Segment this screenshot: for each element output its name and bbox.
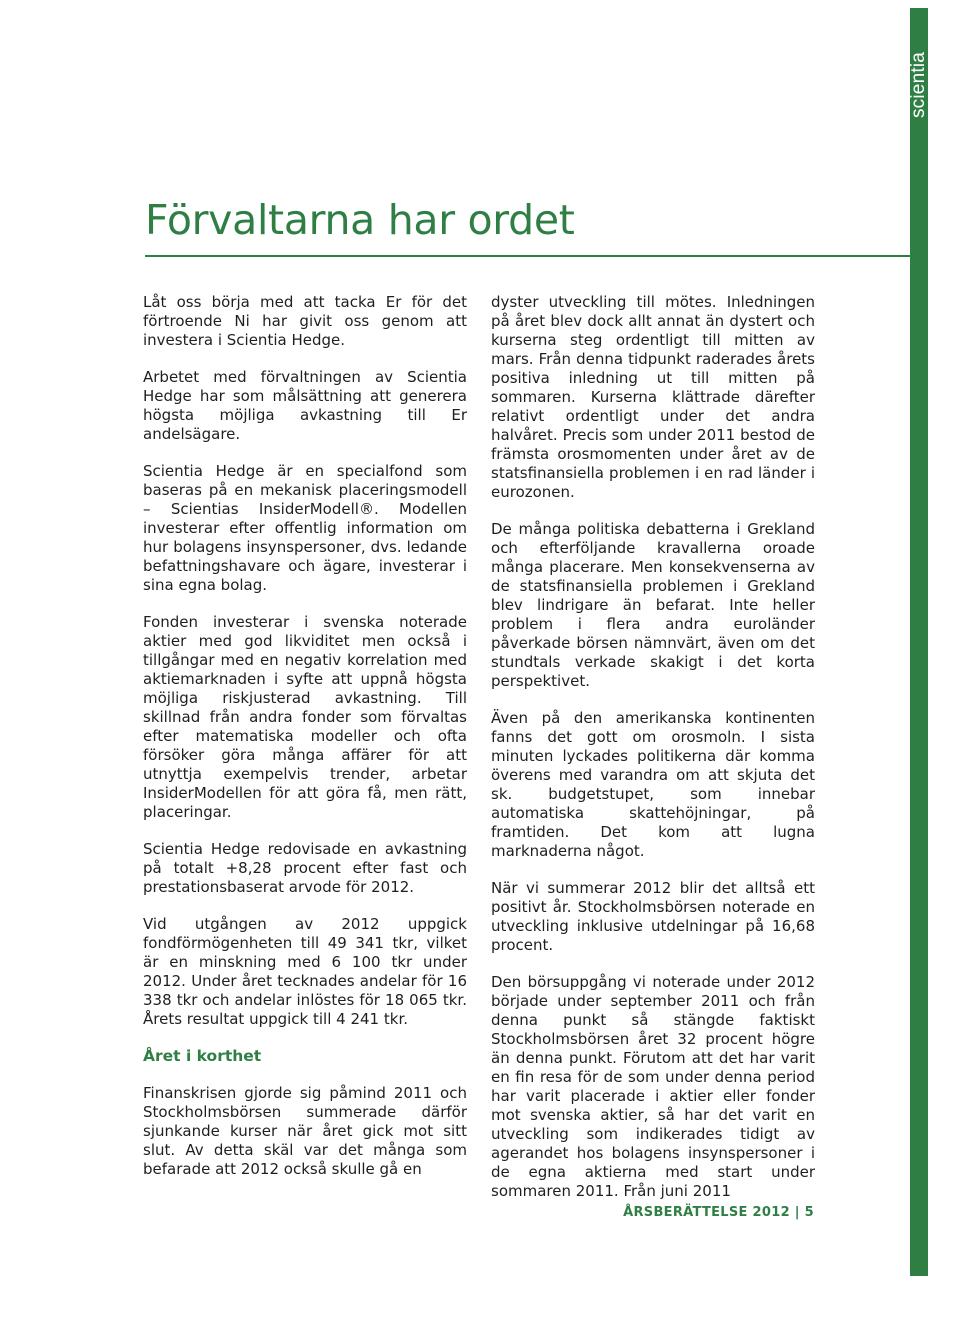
- paragraph: Låt oss börja med att tacka Er för det förtroende Ni har givit oss genom att investera i Scientia Hedge.: [143, 293, 467, 349]
- paragraph: När vi summerar 2012 blir det alltså ett positivt år. Stockholmsbörsen noterade en utveckling inklusive utdelningar på 16,68 procent.: [491, 879, 815, 954]
- page-title: Förvaltarna har ordet: [145, 196, 575, 244]
- brand-side-bar: [910, 8, 928, 1276]
- paragraph: Även på den amerikanska kontinenten fanns det gott om orosmoln. I sista minuten lyckades politikerna där komma överens med varandra om att skjuta det sk. budgetstupet, som innebar automatiska skattehöjningar, på framtiden. Det kom att lugna marknaderna något.: [491, 709, 815, 860]
- paragraph: Den börsuppgång vi noterade under 2012 började under september 2011 och från denna punkt så stängde faktiskt Stockholmsbörsen året 32 procent högre än denna punkt. Förutom att det har varit en fin resa för de som under denna period har varit placerade i aktier eller fonder mot svenska aktier, så har det varit en utveckling som indikerades tidigt av agerandet hos bolagens insynspersoner i de egna aktierna med start under sommaren 2011. Från juni 2011: [491, 973, 815, 1200]
- right-column: [491, 293, 815, 1219]
- paragraph: Vid utgången av 2012 uppgick fondförmögenheten till 49 341 tkr, vilket är en minskning med 6 100 tkr under 2012. Under året tecknades andelar för 16 338 tkr och andelar inlöstes för 18 065 tkr. Årets resultat uppgick till 4 241 tkr.: [143, 915, 467, 1028]
- paragraph: Scientia Hedge är en specialfond som baseras på en mekanisk placeringsmodell – Scientias InsiderModell®. Modellen investerar efter offentlig information om hur bolagens insynspersoner, dvs. ledande befattningshavare och ägare, investerar i sina egna bolag.: [143, 462, 467, 594]
- page-footer: ÅRSBERÄTTELSE 2012 | 5: [623, 1205, 814, 1220]
- left-column: [143, 293, 467, 1197]
- paragraph: dyster utveckling till mötes. Inledningen på året blev dock allt annat än dystert och kurserna steg ordentligt till mitten av mars. Från denna tidpunkt raderades årets positiva inledning ut till mitten på sommaren. Kurserna klättrade därefter relativt ordentligt under det andra halvåret. Precis som under 2011 bestod de främsta orosmomenten under året av de statsfinansiella problemen i en rad länder i eurozonen.: [491, 293, 815, 501]
- section-heading: Året i korthet: [143, 1047, 262, 1065]
- paragraph: Scientia Hedge redovisade en avkastning på totalt +8,28 procent efter fast och prestationsbaserat arvode för 2012.: [143, 840, 467, 896]
- paragraph: Fonden investerar i svenska noterade aktier med god likviditet men också i tillgångar med en negativ korrelation med aktiemarknaden i syfte att uppnå högsta möjliga riskjusterad avkastning. Till skillnad från andra fonder som förvaltas efter matematiska modeller och ofta försöker göra många affärer för att utnyttja exempelvis trender, arbetar InsiderModellen för att göra få, men rätt, placeringar.: [143, 613, 467, 821]
- brand-logo: [910, 20, 928, 150]
- title-divider: [145, 255, 910, 257]
- paragraph: Arbetet med förvaltningen av Scientia Hedge har som målsättning att generera högsta möjliga avkastning till Er andelsägare.: [143, 368, 467, 443]
- paragraph: De många politiska debatterna i Grekland och efterföljande kravallerna oroade många placerare. Men konsekvenserna av de statsfinansiella problemen i Grekland blev lindrigare än befarat. Inte heller problem i flera andra euroländer påverkade börsen nämnvärt, även om det stundtals verkade skakigt i det korta perspektivet.: [491, 520, 815, 690]
- brand-wordmark: scientia: [908, 51, 929, 119]
- paragraph: Finanskrisen gjorde sig påmind 2011 och Stockholmsbörsen summerade därför sjunkande kurser när året gick mot sitt slut. Av detta skäl var det många som befarade att 2012 också skulle gå en: [143, 1084, 467, 1178]
